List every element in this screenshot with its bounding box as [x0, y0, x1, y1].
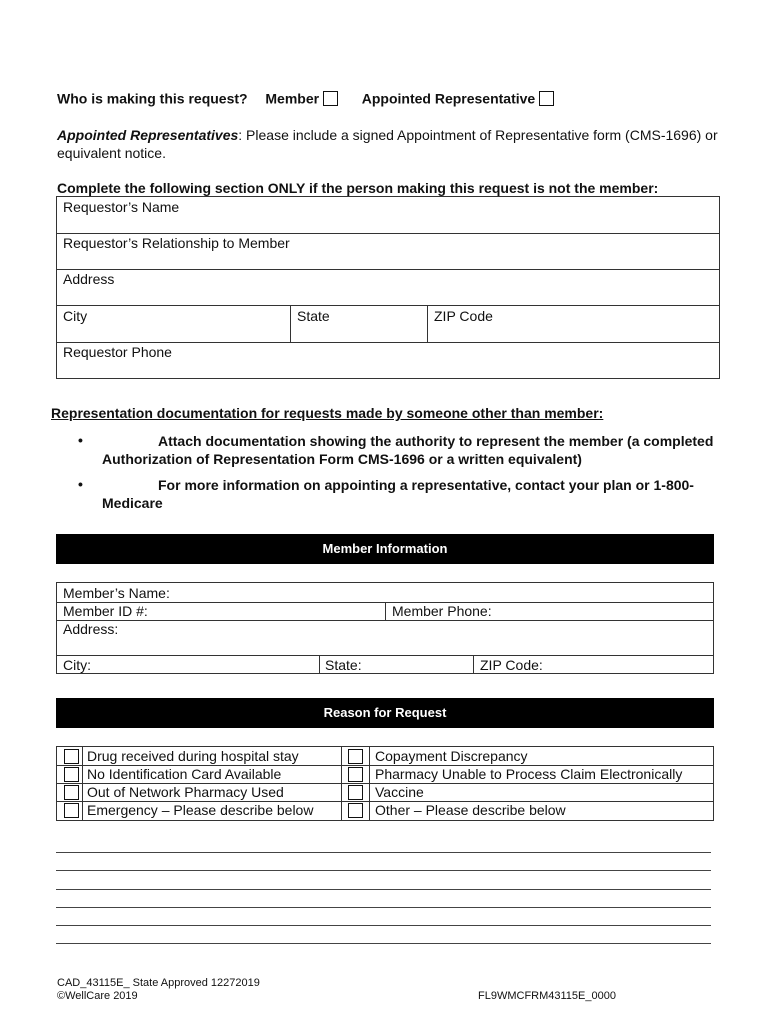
form-code: CAD_43115E_ State Approved 12272019: [57, 977, 260, 989]
description-line[interactable]: [56, 852, 711, 853]
appointed-rep-text: : Please include a signed Appointment of Representative form (CMS-1696) or equivalent notice.: [57, 127, 718, 161]
requestor-table: [56, 196, 720, 379]
column-divider: [82, 747, 83, 820]
description-line[interactable]: [56, 907, 711, 908]
description-line[interactable]: [56, 943, 711, 944]
column-divider: [290, 306, 291, 342]
appointed-rep-note: [57, 126, 721, 162]
requestor-state-field[interactable]: State: [297, 308, 330, 324]
reason-label: Drug received during hospital stay: [87, 748, 299, 764]
member-checkbox[interactable]: [323, 91, 338, 106]
description-line[interactable]: [56, 870, 711, 871]
appointed-rep-lead: Appointed Representatives: [57, 127, 239, 143]
reason-checkbox-other[interactable]: [348, 803, 363, 818]
column-divider: [341, 747, 342, 820]
rep-option-label: Appointed Representative: [361, 90, 536, 107]
column-divider: [319, 655, 320, 673]
row-divider: [57, 342, 719, 343]
row-divider: [57, 655, 713, 656]
member-address-field[interactable]: Address:: [63, 621, 119, 637]
reason-checkbox-vaccine[interactable]: [348, 785, 363, 800]
reason-checkbox-pharmacy-unable[interactable]: [348, 767, 363, 782]
representation-title: Representation documentation for requests made by someone other than member:: [51, 405, 604, 421]
member-name-field[interactable]: Member’s Name:: [63, 585, 170, 601]
member-info-table: [56, 582, 714, 674]
requestor-name-field[interactable]: Requestor’s Name: [63, 199, 180, 215]
reason-label: Emergency – Please describe below: [87, 802, 314, 818]
reason-banner: Reason for Request: [56, 698, 714, 728]
reason-label: Out of Network Pharmacy Used: [87, 784, 284, 800]
document-id: FL9WMCFRM43115E_0000: [478, 990, 616, 1002]
row-divider: [57, 233, 719, 234]
member-info-banner: Member Information: [56, 534, 714, 564]
row-divider: [57, 620, 713, 621]
reason-label: No Identification Card Available: [87, 766, 282, 782]
member-option-label: Member: [265, 90, 320, 107]
reason-table: [56, 746, 714, 821]
member-city-field[interactable]: City:: [63, 657, 91, 673]
member-id-field[interactable]: Member ID #:: [63, 603, 148, 619]
row-divider: [57, 269, 719, 270]
column-divider: [473, 655, 474, 673]
reason-checkbox-no-id-card[interactable]: [64, 767, 79, 782]
requestor-section-heading: Complete the following section ONLY if the person making this request is not the member:: [57, 180, 659, 196]
description-line[interactable]: [56, 889, 711, 890]
reason-checkbox-out-of-network[interactable]: [64, 785, 79, 800]
bullet-marker: •: [78, 476, 83, 492]
column-divider: [385, 602, 386, 620]
requester-type-row: [57, 89, 554, 106]
reason-label: Other – Please describe below: [375, 802, 566, 818]
footer-left: [57, 977, 260, 1003]
reason-checkbox-emergency[interactable]: [64, 803, 79, 818]
requester-question: Who is making this request?: [57, 90, 248, 107]
column-divider: [427, 306, 428, 342]
row-divider: [57, 305, 719, 306]
member-zip-field[interactable]: ZIP Code:: [480, 657, 543, 673]
requestor-zip-field[interactable]: ZIP Code: [434, 308, 493, 324]
reason-label: Vaccine: [375, 784, 424, 800]
copyright: ©WellCare 2019: [57, 990, 138, 1002]
representation-item-2: For more information on appointing a representative, contact your plan or 1-800-Medicare: [102, 477, 694, 511]
requestor-city-field[interactable]: City: [63, 308, 88, 324]
requestor-phone-field[interactable]: Requestor Phone: [63, 344, 172, 360]
reason-label: Pharmacy Unable to Process Claim Electronically: [375, 766, 683, 782]
description-line[interactable]: [56, 925, 711, 926]
requestor-relationship-field[interactable]: Requestor’s Relationship to Member: [63, 235, 290, 251]
column-divider: [369, 747, 370, 820]
requestor-address-field[interactable]: Address: [63, 271, 115, 287]
representation-item-1: Attach documentation showing the authority to represent the member (a completed Authorization of Representation Form CMS-1696 or a written equivalent): [102, 433, 714, 467]
member-state-field[interactable]: State:: [325, 657, 362, 673]
reason-checkbox-copayment[interactable]: [348, 749, 363, 764]
representative-checkbox[interactable]: [539, 91, 554, 106]
bullet-marker: •: [78, 432, 83, 448]
reason-checkbox-hospital-stay[interactable]: [64, 749, 79, 764]
reason-label: Copayment Discrepancy: [375, 748, 528, 764]
member-phone-field[interactable]: Member Phone:: [392, 603, 492, 619]
